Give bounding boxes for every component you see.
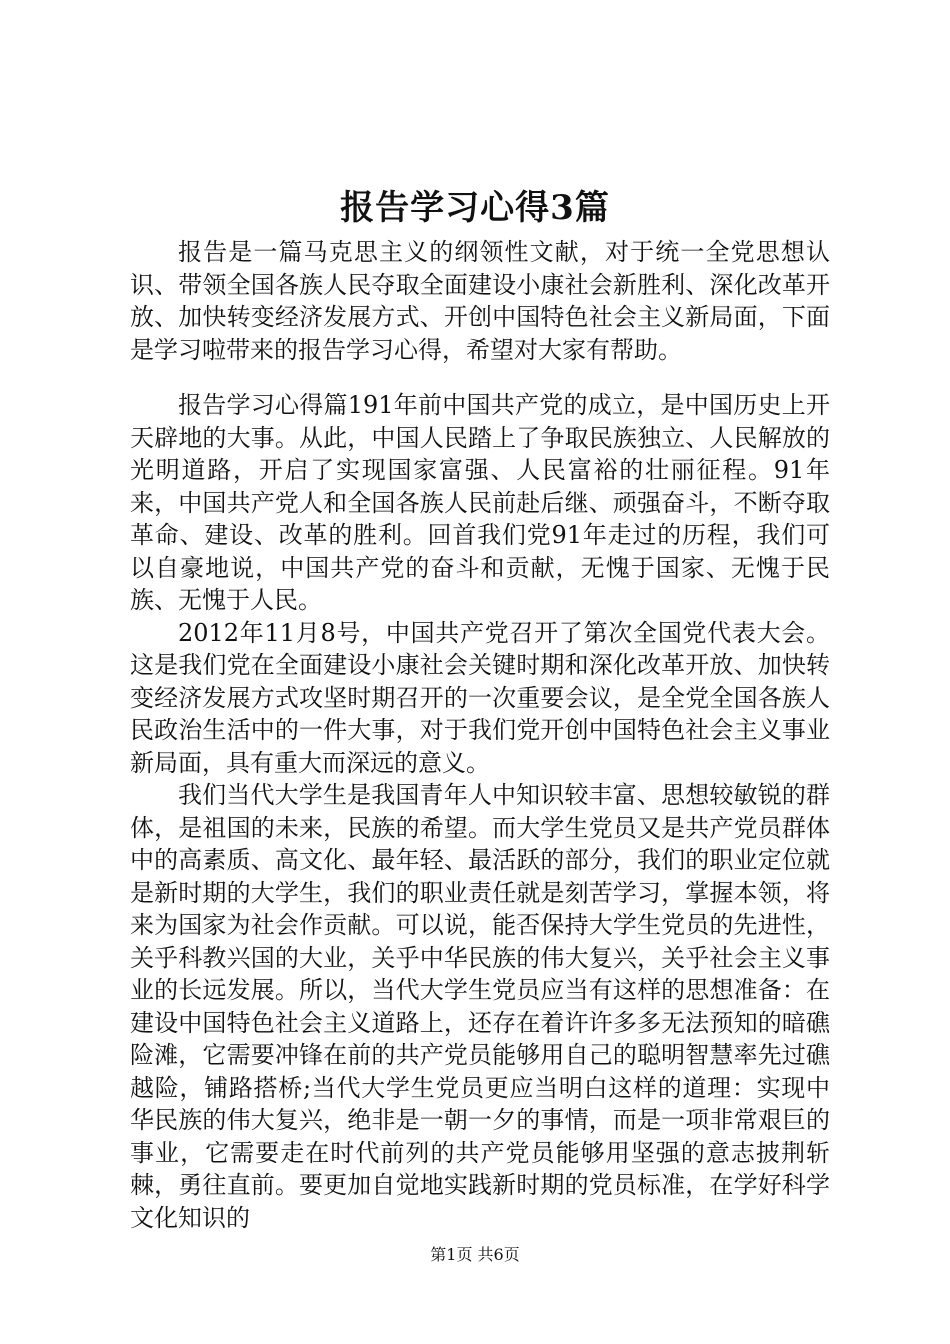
main-section: [130, 389, 830, 1234]
intro-section: [130, 236, 830, 366]
intro-paragraph: 报告是一篇马克思主义的纲领性文献，对于统一全党思想认识、带领全国各族人民夺取全面建设小康社会新胜利、深化改革开放、加快转变经济发展方式、开创中国特色社会主义新局面，下面是学习啦带来的报告学习心得，希望对大家有帮助。: [130, 238, 830, 364]
document-title: 报告学习心得3篇: [340, 188, 610, 228]
paragraph-3: 我们当代大学生是我国青年人中知识较丰富、思想较敏锐的群体，是祖国的未来，民族的希望。而大学生党员又是共产党员群体中的高素质、高文化、最年轻、最活跃的部分，我们的职业定位就是新时期的大学生，我们的职业责任就是刻苦学习，掌握本领，将来为国家为社会作贡献。可以说，能否保持大学生党员的先进性，关乎科教兴国的大业，关乎中华民族的伟大复兴，关乎社会主义事业的长远发展。所以，当代大学生党员应当有这样的思想准备：在建设中国特色社会主义道路上，还存在着许许多多无法预知的暗礁险滩，它需要冲锋在前的共产党员能够用自己的聪明智慧率先过礁越险，铺路搭桥;当代大学生党员更应当明白这样的道理：实现中华民族的伟大复兴，绝非是一朝一夕的事情，而是一项非常艰巨的事业，它需要走在时代前列的共产党员能够用坚强的意志披荆斩棘，勇往直前。要更加自觉地实践新时期的党员标准，在学好科学文化知识的: [130, 781, 830, 1232]
paragraph-2: 2012年11月8号，中国共产党召开了第次全国党代表大会。这是我们党在全面建设小康社会关键时期和深化改革开放、加快转变经济发展方式攻坚时期召开的一次重要会议，是全党全国各族人民政治生活中的一件大事，对于我们党开创中国特色社会主义事业新局面，具有重大而深远的意义。: [130, 618, 830, 777]
page-footer: 第1页 共6页: [430, 1245, 520, 1264]
paragraph-1: 报告学习心得篇191年前中国共产党的成立，是中国历史上开天辟地的大事。从此，中国人民踏上了争取民族独立、人民解放的光明道路，开启了实现国家富强、人民富裕的壮丽征程。91年来，中国共产党人和全国各族人民前赴后继、顽强奋斗，不断夺取革命、建设、改革的胜利。回首我们党91年走过的历程，我们可以自豪地说，中国共产党的奋斗和贡献，无愧于国家、无愧于民族、无愧于人民。: [130, 391, 830, 614]
